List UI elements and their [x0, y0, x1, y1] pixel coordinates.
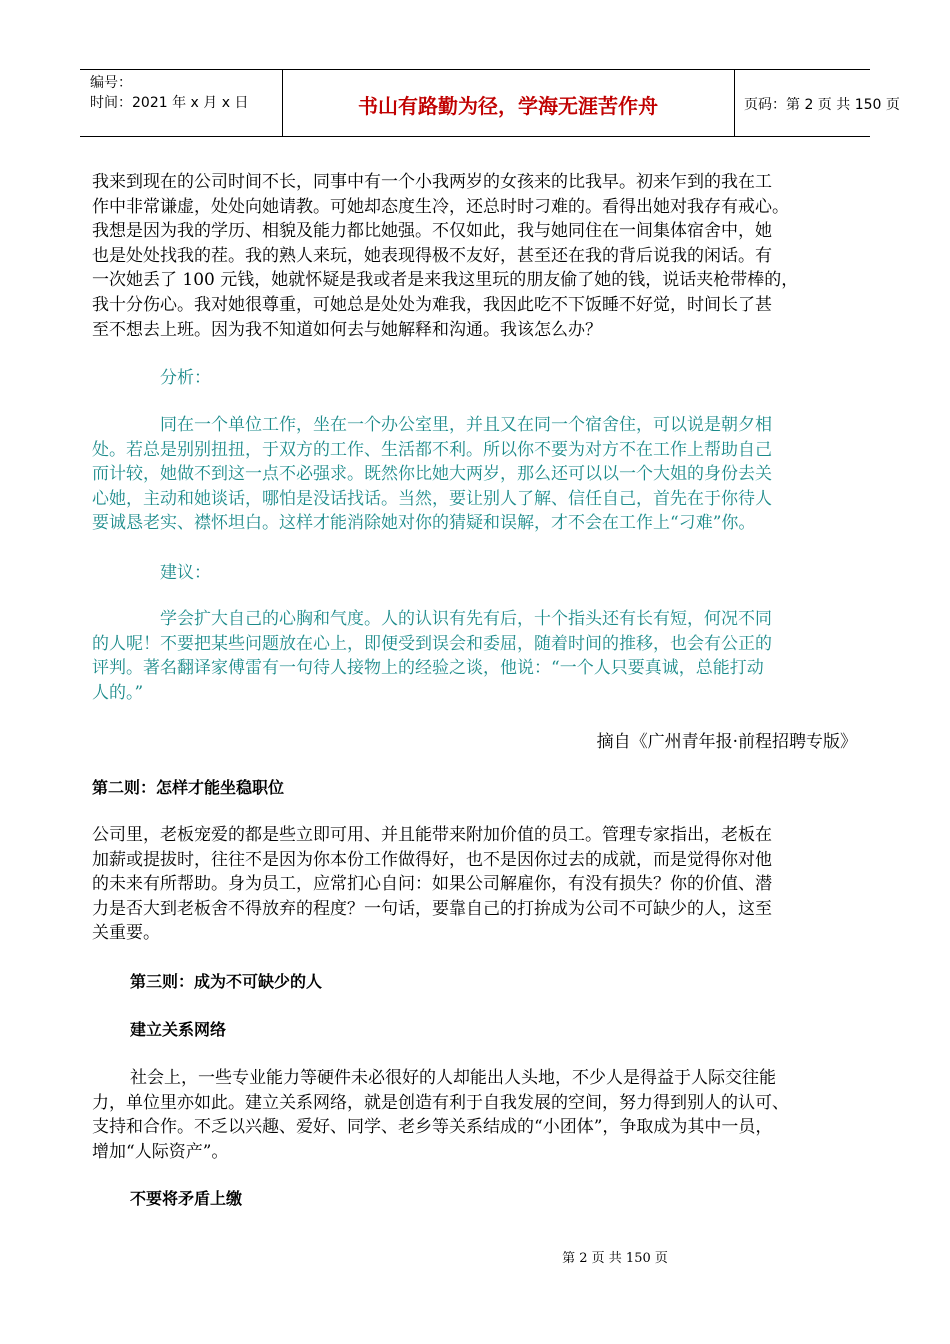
- suggestion-paragraph: [92, 607, 860, 705]
- header-left-cell: [80, 70, 283, 136]
- text-line: 学会扩大自己的心胸和气度。人的认识有先有后，十个指头还有长有短，何况不同: [160, 609, 772, 629]
- text-line: 而计较，她做不到这一点不必强求。既然你比她大两岁，那么还可以以一个大姐的身份去关: [92, 464, 772, 485]
- source-citation: 摘自《广州青年报·前程招聘专版》: [596, 732, 857, 752]
- text-line: 一次她丢了 100 元钱，她就怀疑是我或者是来我这里玩的朋友偷了她的钱，说话夹枪带棒的，: [92, 270, 799, 291]
- analysis-paragraph: [92, 413, 860, 536]
- header-middle-cell: [282, 70, 735, 136]
- text-line: 公司里，老板宠爱的都是些立即可用、并且能带来附加价值的员工。管理专家指出，老板在: [92, 825, 772, 845]
- page-header: [80, 69, 900, 137]
- motto: 书山有路勤为径，学海无涯苦作舟: [358, 94, 658, 118]
- text-line: 的人呢！不要把某些问题放在心上，即便受到误会和委屈，随着时间的推移，也会有公正的: [92, 633, 772, 654]
- story-paragraph: [92, 170, 860, 342]
- suggestion-label: 建议：: [160, 563, 211, 583]
- text-line: 也是处处找我的茬。我的熟人来玩，她表现得极不友好，甚至还在我的背后说我的闲话。有: [92, 245, 772, 266]
- text-line: 心她，主动和她谈话，哪怕是没话找话。当然，要让别人了解、信任自己，首先在于你待人: [92, 488, 772, 509]
- text-line: 人的。”: [92, 682, 144, 703]
- text-line: 力，单位里亦如此。建立关系网络，就是创造有利于自我发展的空间，努力得到别人的认可、: [92, 1092, 789, 1113]
- text-line: 作中非常谦虚，处处向她请教。可她却态度生冷，还总时时刁难的。看得出她对我存有戒心。: [92, 196, 789, 217]
- text-line: 的未来有所帮助。身为员工，应常扪心自问：如果公司解雇你，有没有损失？你的价值、潜: [92, 874, 772, 895]
- text-line: 要诚恳老实、襟怀坦白。这样才能消除她对你的猜疑和误解，才不会在工作上“刁难”你。: [92, 513, 756, 534]
- text-line: 社会上，一些专业能力等硬件未必很好的人却能出人头地，不少人是得益于人际交往能: [130, 1068, 776, 1088]
- text-line: 支持和合作。不乏以兴趣、爱好、同学、老乡等关系结成的“小团体”，争取成为其中一员，: [92, 1117, 773, 1138]
- section3-title: 第三则：成为不可缺少的人: [130, 972, 323, 991]
- text-line: 加薪或提拔时，往往不是因为你本份工作做得好，也不是因你过去的成就，而是觉得你对他: [92, 849, 772, 870]
- text-line: 评判。著名翻译家傅雷有一句待人接物上的经验之谈，他说：“一个人只要真诚，总能打动: [92, 658, 764, 679]
- number-label: 编号：: [90, 75, 132, 91]
- text-line: 我来到现在的公司时间不长，同事中有一个小我两岁的女孩来的比我早。初来乍到的我在工: [92, 172, 772, 192]
- subsection-title: 建立关系网络: [130, 1020, 227, 1039]
- subsection-title: 不要将矛盾上缴: [130, 1189, 243, 1208]
- subsection-paragraph: [92, 1066, 860, 1164]
- section2-title: 第二则：怎样才能坐稳职位: [92, 778, 285, 797]
- page-footer: [0, 1247, 950, 1266]
- analysis-label: 分析：: [160, 368, 211, 388]
- text-line: 我想是因为我的学历、相貌及能力都比她强。不仅如此，我与她同住在一间集体宿舍中，她: [92, 221, 772, 242]
- header-right-cell: [734, 70, 900, 136]
- text-line: 我十分伤心。我对她很尊重，可她总是处处为难我，我因此吃不下饭睡不好觉，时间长了甚: [92, 294, 772, 315]
- page-info: 页码：第 2 页 共 150 页: [744, 97, 900, 113]
- time-label: 时间：2021 年 x 月 x 日: [90, 95, 249, 111]
- text-line: 处。若总是别别扭扭，于双方的工作、生活都不利。所以你不要为对方不在工作上帮助自己: [92, 439, 772, 460]
- text-line: 关重要。: [92, 923, 160, 944]
- footer-page-number: 第 2 页 共 150 页: [562, 1251, 668, 1266]
- text-line: 至不想去上班。因为我不知道如何去与她解释和沟通。我该怎么办？: [92, 319, 602, 340]
- text-line: 同在一个单位工作，坐在一个办公室里，并且又在同一个宿舍住，可以说是朝夕相: [160, 415, 772, 435]
- section2-paragraph: [92, 823, 860, 946]
- text-line: 增加“人际资产”。: [92, 1141, 229, 1162]
- text-line: 力是否大到老板舍不得放弃的程度？一句话，要靠自己的打拚成为公司不可缺少的人，这至: [92, 898, 772, 919]
